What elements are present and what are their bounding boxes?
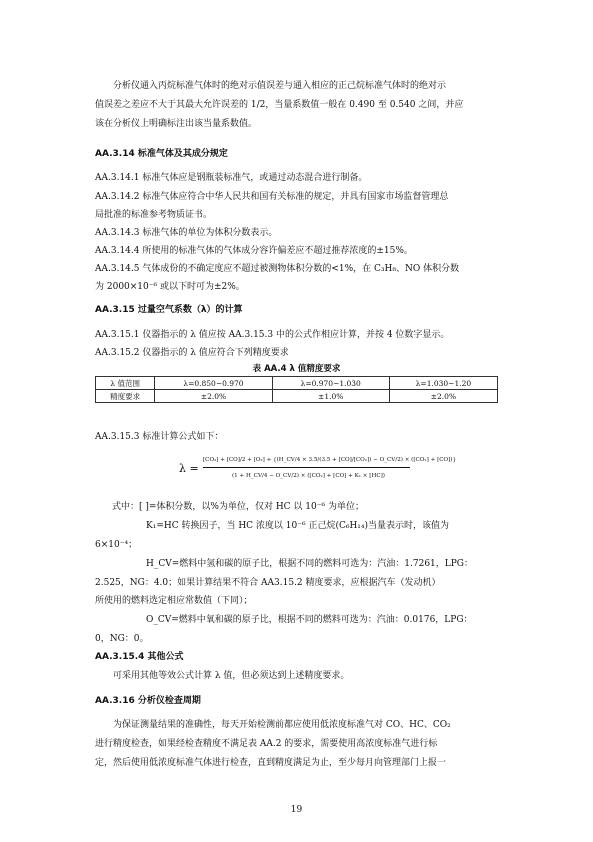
- fraction-bar: [203, 467, 410, 468]
- def-line-1: 式中：[ ]=体积分数，以%为单位，仅对 HC 以 10⁻⁶ 为单位；: [112, 502, 364, 512]
- table-cell: λ=1.030~1.20: [389, 377, 497, 390]
- def-line-4: H_CV=燃料中氢和碳的原子比，根据不同的燃料可选为：汽油：1.7261，LPG：: [146, 559, 473, 569]
- s314-item-2: AA.3.14.2 标准气体应符合中华人民共和国有关标准的规定，并具有国家市场监督管理总: [95, 192, 449, 202]
- table-cell: 精度要求: [96, 390, 155, 403]
- s314-item-3: AA.3.14.3 标准气体的单位为体积分数表示。: [95, 228, 278, 238]
- table-cell: ±2.0%: [389, 390, 497, 403]
- s314-item-5-cont: 为 2000×10⁻⁶ 或以下时可为±2%。: [95, 282, 245, 292]
- def-line-6: 所使用的燃料选定相应常数值（下同）；: [95, 596, 253, 606]
- s316-line-1: 为保证测量结果的准确性，每天开始检测前都应使用低浓度标准气对 CO、HC、CO₂: [113, 720, 451, 730]
- table-row: [96, 377, 498, 390]
- section-heading-aa-3-15: AA.3.15 过量空气系数（λ）的计算: [95, 305, 243, 315]
- table-cell: ±1.0%: [272, 390, 389, 403]
- table-caption: 表 AA.4 λ 值精度要求: [252, 364, 341, 374]
- table-cell: λ 值范围: [96, 377, 155, 390]
- s314-item-1: AA.3.14.1 标准气体应是钢瓶装标准气，或通过动态混合进行制备。: [95, 173, 368, 183]
- s316-line-2: 进行精度检查，如果经检查精度不满足表 AA.2 的要求，需要使用高浓度标准气进行标: [95, 739, 438, 749]
- section-heading-aa-3-14: AA.3.14 标准气体及其成分规定: [95, 149, 228, 159]
- formula-title: AA.3.15.3 标准计算公式如下：: [95, 432, 224, 442]
- s316-line-3: 定，然后使用低浓度标准气体进行检查，直到精度满足为止，至少每月向管理部门上报一: [95, 758, 447, 768]
- formula-numerator: [CO₂] + [CO]/2 + [O₂] + {(H_CV/4 × 3.5/(3.5 + [CO]/[CO₂]) − O_CV/2) × ([CO₂] + [CO])}: [203, 457, 457, 463]
- table-cell: ±2.0%: [155, 390, 272, 403]
- section-heading-aa-3-16: AA.3.16 分析仪检查周期: [95, 696, 201, 706]
- def-line-3: 6×10⁻⁴；: [95, 540, 138, 550]
- def-line-5: 2.525，NG：4.0；如果计算结果不符合 AA3.15.2 精度要求，应根据汽车（发动机）: [95, 578, 441, 588]
- intro-line-1: 分析仪通入丙烷标准气体时的绝对示值误差与通入相应的正己烷标准气体时的绝对示: [113, 81, 447, 91]
- def-line-7: O_CV=燃料中氧和碳的原子比，根据不同的燃料可选为：汽油：0.0176，LPG：: [146, 615, 473, 625]
- s315-item-2: AA.3.15.2 仪器指示的 λ 值应符合下列精度要求: [95, 348, 289, 358]
- def-line-8: 0，NG：0。: [95, 634, 149, 644]
- s314-item-4: AA.3.14.4 所使用的标准气体的气体成分容许偏差应不超过推荐浓度的±15%。: [95, 246, 413, 256]
- lambda-symbol: λ =: [179, 462, 199, 475]
- section-heading-aa-3-15-4: AA.3.15.4 其他公式: [95, 652, 184, 662]
- s314-item-2-cont: 局批准的标准参考物质证书。: [95, 210, 213, 220]
- s314-item-5: AA.3.14.5 气体成份的不确定度应不超过被测物体积分数的<1%，在 C₃H₈、NO 体积分数: [95, 264, 460, 274]
- s3154-body: 可采用其他等效公式计算 λ 值，但必须达到上述精度要求。: [113, 671, 350, 681]
- table-cell: λ=0.970~1.030: [272, 377, 389, 390]
- s315-item-1: AA.3.15.1 仪器指示的 λ 值应按 AA.3.15.3 中的公式作相应计算，并按 4 位数字显示。: [95, 330, 450, 340]
- intro-line-2: 值误差之差应不大于其最大允许误差的 1/2，当量系数值一般在 0.490 至 0.540 之间，并应: [95, 100, 464, 110]
- precision-table: [95, 376, 498, 403]
- table-row: [96, 390, 498, 403]
- def-line-2: K₁=HC 转换因子，当 HC 浓度以 10⁻⁶ 正己烷(C₆H₁₄)当量表示时，该值为: [146, 521, 450, 531]
- formula-denominator: (1 + H_CV/4 − O_CV/2) × ([CO₂] + [CO] + K₁ × [HC]): [232, 473, 385, 479]
- table-cell: λ=0.850~0.970: [155, 377, 272, 390]
- intro-line-3: 该在分析仪上明确标注出该当量系数值。: [95, 119, 258, 129]
- page-number: 19: [290, 805, 303, 815]
